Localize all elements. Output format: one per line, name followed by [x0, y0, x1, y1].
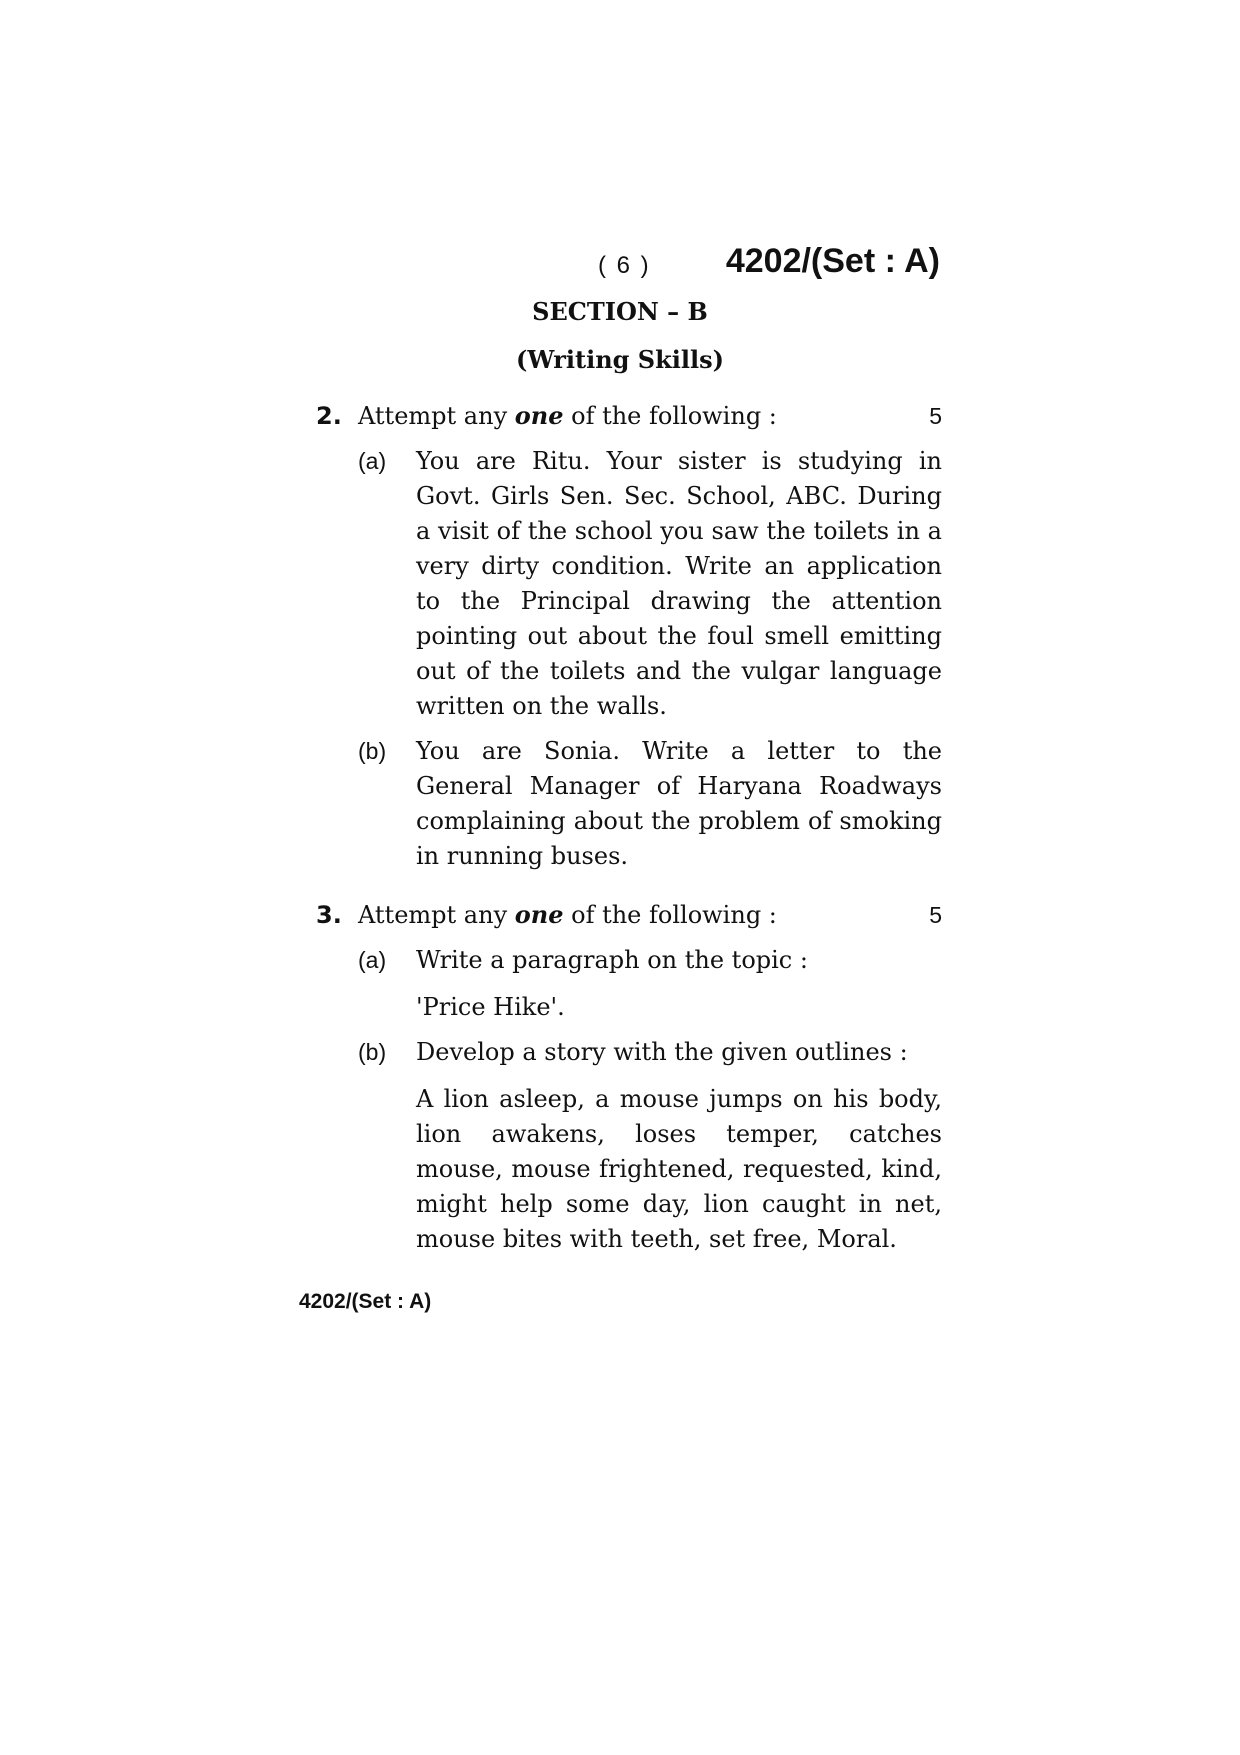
option-label: (a) — [358, 947, 387, 973]
question-header — [316, 897, 942, 933]
option-text: You are Sonia. Write a letter to the General Manager of Haryana Roadways complaining about the problem of smoking in running buses. — [416, 737, 942, 870]
option-label: (a) — [358, 448, 387, 474]
question-2 — [316, 398, 942, 874]
option-body — [416, 734, 942, 874]
option-b — [316, 734, 942, 874]
question-marks: 5 — [929, 902, 942, 928]
instruction-lead: Attempt any — [358, 402, 515, 430]
instruction-tail: of the following : — [563, 402, 777, 430]
paper-code-footer: 4202/(Set : A) — [299, 1290, 432, 1313]
question-number: 2. — [316, 402, 342, 430]
option-body — [416, 943, 942, 1025]
instruction-emphasis: one — [514, 900, 564, 929]
section-title-text: SECTION – B — [532, 297, 708, 326]
page-number: ( 6 ) — [598, 252, 651, 279]
option-text: Develop a story with the given outlines : — [416, 1038, 908, 1066]
instruction-tail: of the following : — [563, 901, 777, 929]
option-body — [416, 444, 942, 724]
option-text: You are Ritu. Your sister is studying in Govt. Girls Sen. Sec. School, ABC. During a visit of the school you saw the toilets in a very dirty condition. Write an application to the Principal drawing the attention pointing out about the foul smell emitting out of the toilets and the vulgar language written on the walls. — [416, 447, 942, 720]
option-a — [316, 444, 942, 724]
option-text: Write a paragraph on the topic : — [416, 946, 808, 974]
question-header — [316, 398, 942, 434]
option-detail: A lion asleep, a mouse jumps on his body, lion awakens, loses temper, catches mouse, mouse frightened, requested, kind, might help some day, lion caught in net, mouse bites with teeth, set free, Moral. — [416, 1085, 942, 1253]
question-instruction — [358, 398, 912, 434]
option-detail: 'Price Hike'. — [416, 993, 565, 1021]
instruction-lead: Attempt any — [358, 901, 515, 929]
instruction-emphasis: one — [514, 401, 564, 430]
paper-code-header: 4202/(Set : A) — [725, 242, 940, 280]
section-subtitle: (Writing Skills) — [516, 345, 724, 374]
option-label: (b) — [358, 738, 387, 764]
option-body — [416, 1035, 942, 1257]
question-marks: 5 — [929, 403, 942, 429]
question-3 — [316, 897, 942, 1257]
option-b — [316, 1035, 942, 1257]
section-title — [0, 297, 1240, 326]
question-number: 3. — [316, 901, 342, 929]
question-instruction — [358, 897, 912, 933]
option-label: (b) — [358, 1039, 387, 1065]
option-a — [316, 943, 942, 1025]
